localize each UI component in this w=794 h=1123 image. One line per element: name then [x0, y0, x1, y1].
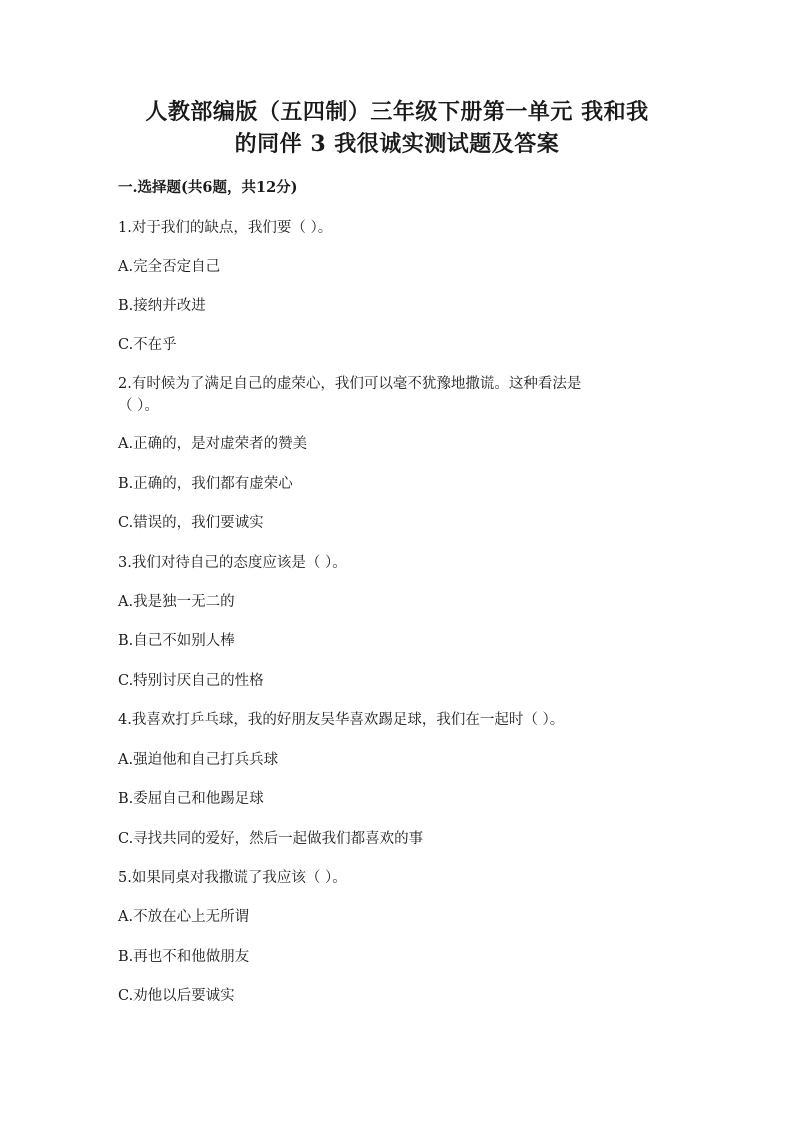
- question-5-option-b: B.再也不和他做朋友: [118, 949, 250, 965]
- question-1-option-b: B.接纳并改进: [118, 298, 206, 314]
- question-2-stem-continued: （ ）。: [118, 398, 159, 414]
- question-1-option-a: A.完全否定自己: [118, 259, 221, 275]
- question-4-option-a: A.强迫他和自己打兵兵球: [118, 752, 279, 768]
- question-2-option-a: A.正确的，是对虚荣者的赞美: [118, 436, 308, 452]
- question-4-option-c: C.寻找共同的爱好，然后一起做我们都喜欢的事: [118, 831, 424, 847]
- question-3-option-c: C.特别讨厌自己的性格: [118, 673, 264, 689]
- question-5-option-a: A.不放在心上无所谓: [118, 909, 250, 925]
- question-2-option-b: B.正确的，我们都有虚荣心: [118, 476, 293, 492]
- question-3-option-b: B.自己不如别人棒: [118, 633, 235, 649]
- question-2-option-c: C.错误的，我们要诚实: [118, 515, 264, 531]
- document-title-line-2: 的同伴 3 我很诚实测试题及答案: [234, 131, 560, 157]
- section-heading: 一.选择题(共6题，共12分): [118, 179, 298, 196]
- question-1-option-c: C.不在乎: [118, 337, 177, 353]
- document-title-line-1: 人教部编版（五四制）三年级下册第一单元 我和我: [145, 99, 649, 125]
- question-5-stem: 5.如果同桌对我撒谎了我应该（ ）。: [118, 870, 347, 886]
- question-4-option-b: B.委屈自己和他踢足球: [118, 791, 264, 807]
- question-3-stem: 3.我们对待自己的态度应该是（ ）。: [118, 555, 347, 571]
- question-1-stem: 1.对于我们的缺点，我们要（ ）。: [118, 220, 333, 236]
- question-3-option-a: A.我是独一无二的: [118, 594, 235, 610]
- question-4-stem: 4.我喜欢打乒乓球，我的好朋友吴华喜欢踢足球，我们在一起时（ ）。: [118, 712, 565, 728]
- question-2-stem: 2.有时候为了满足自己的虚荣心，我们可以毫不犹豫地撒谎。这种看法是: [118, 376, 582, 392]
- question-5-option-c: C.劝他以后要诚实: [118, 988, 235, 1004]
